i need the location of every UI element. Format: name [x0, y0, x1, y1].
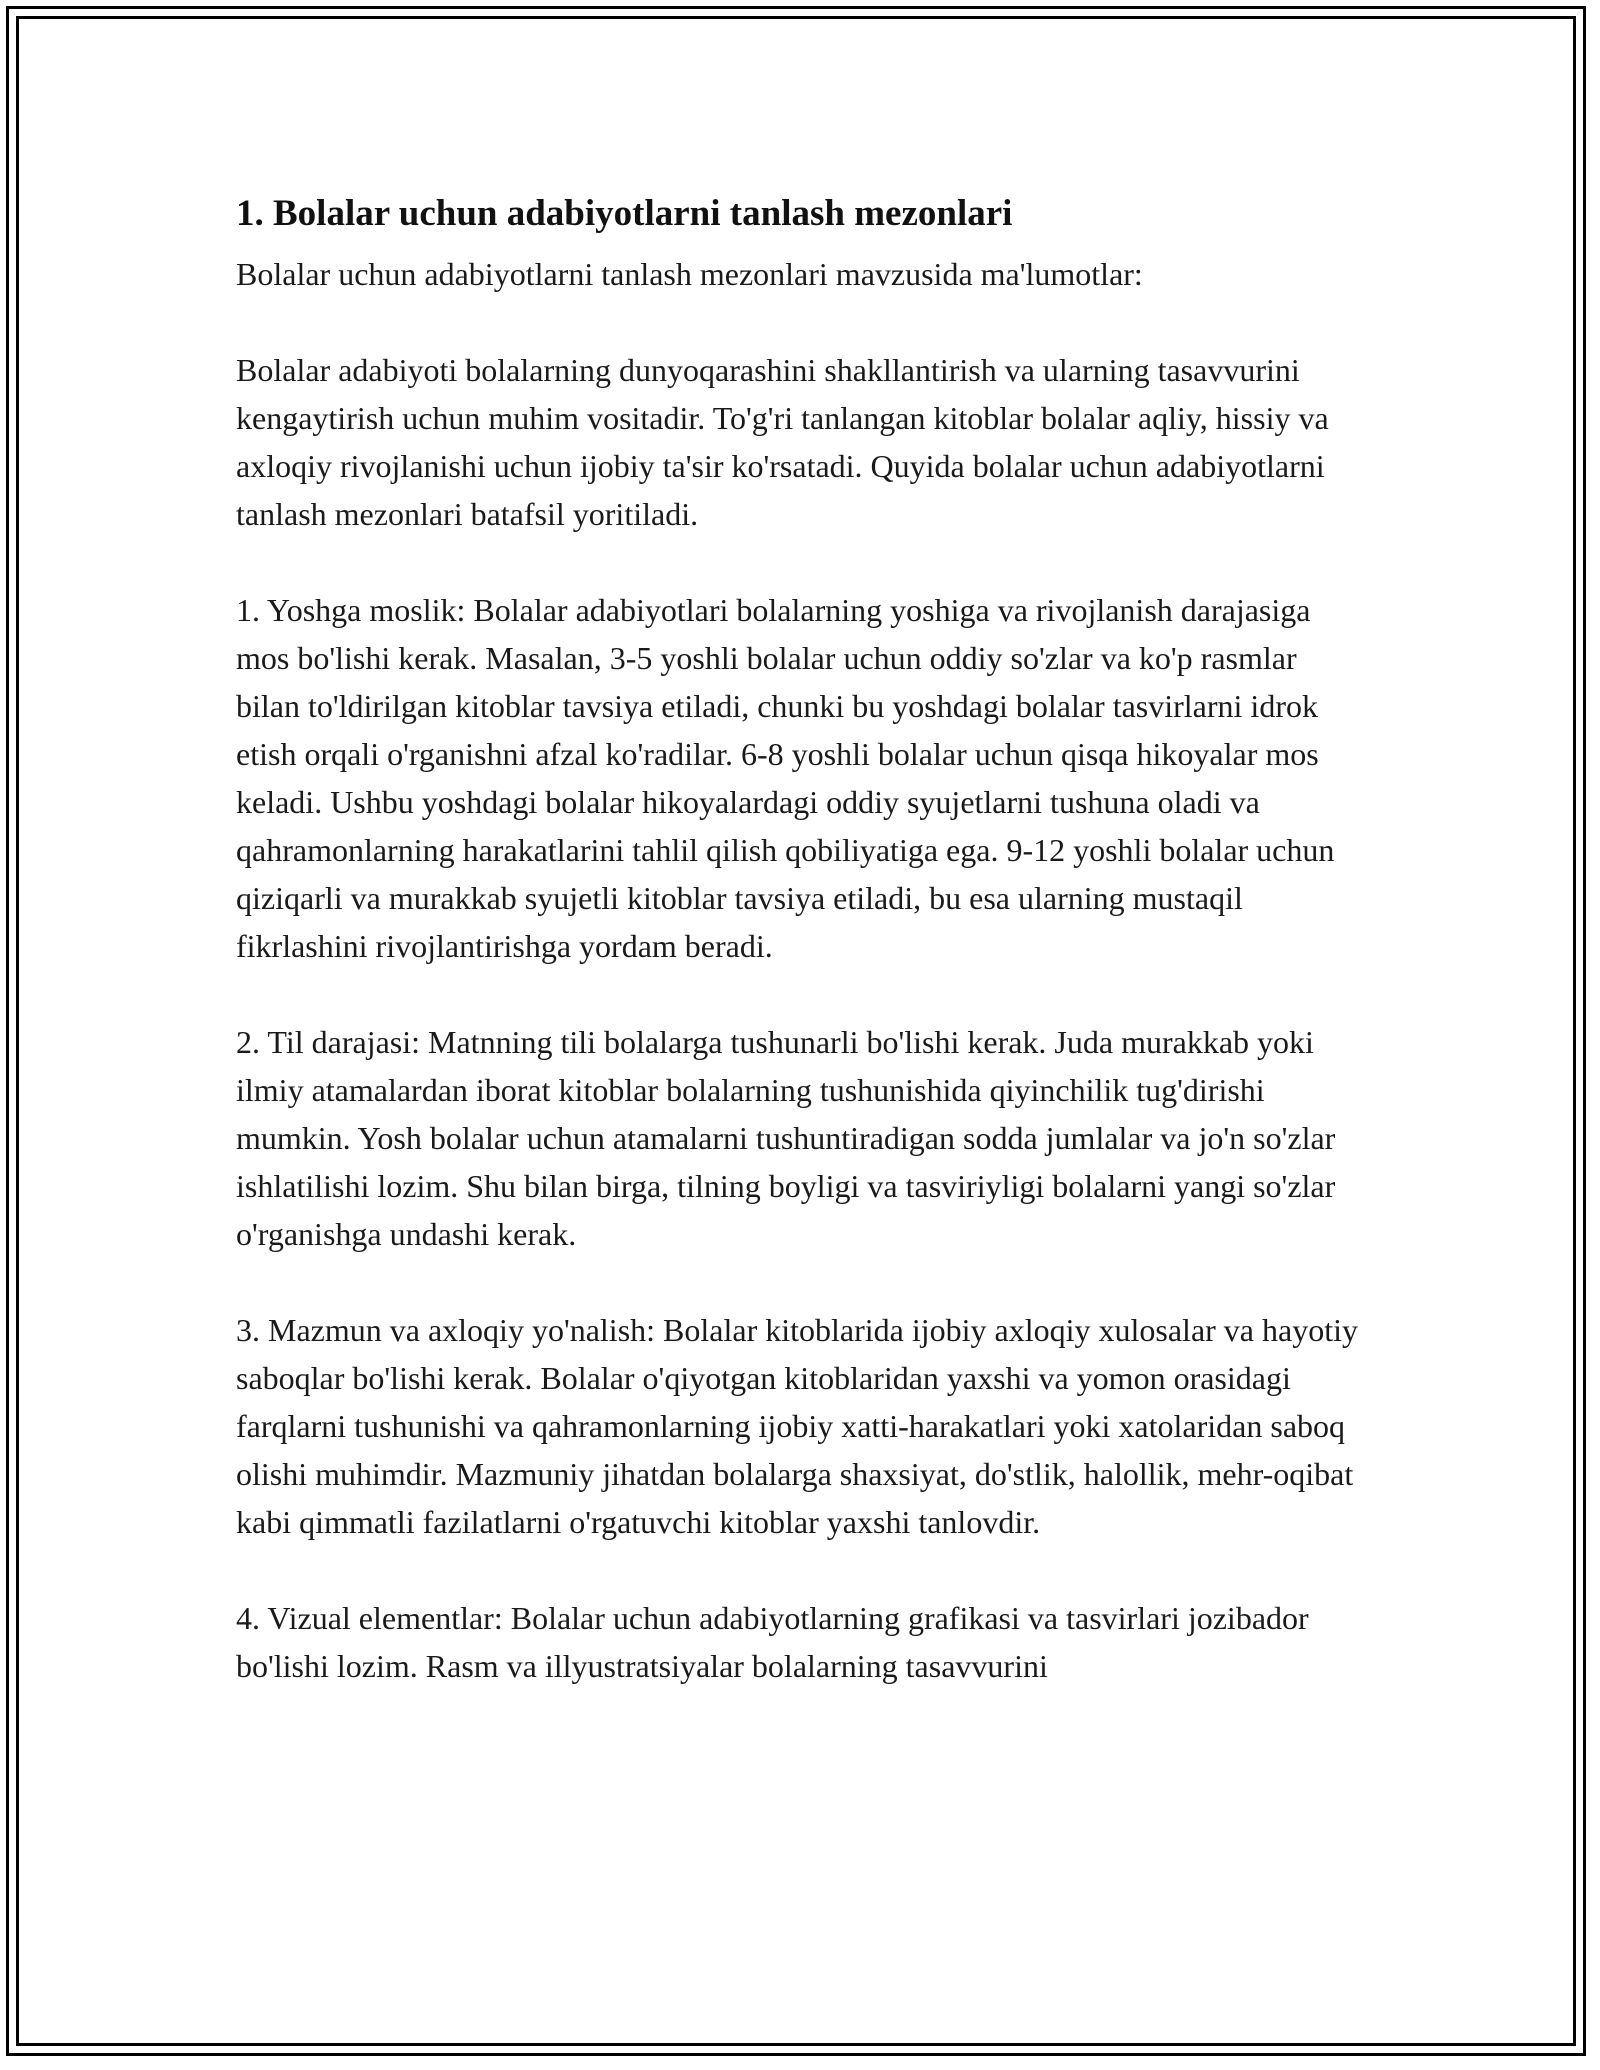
- document-body: [236, 186, 1366, 1738]
- paragraph-overview: Bolalar adabiyoti bolalarning dunyoqarashini shakllantirish va ularning tasavvurini kengaytirish uchun muhim vositadir. To'g'ri tanlangan kitoblar bolalar aqliy, hissiy va axloqiy rivojlanishi uchun ijobiy ta'sir ko'rsatadi. Quyida bolalar uchun adabiyotlarni tanlash mezonlari batafsil yoritiladi.: [236, 352, 1329, 532]
- document-title: 1. Bolalar uchun adabiyotlarni tanlash mezonlari: [236, 193, 1013, 234]
- paragraph-age-appropriateness: 1. Yoshga moslik: Bolalar adabiyotlari bolalarning yoshiga va rivojlanish darajasiga mos bo'lishi kerak. Masalan, 3-5 yoshli bolalar uchun oddiy so'zlar va ko'p rasmlar bilan to'ldirilgan kitoblar tavsiya etiladi, chunki bu yoshdagi bolalar tasvirlarni idrok etish orqali o'rganishni afzal ko'radilar. 6-8 yoshli bolalar uchun qisqa hikoyalar mos keladi. Ushbu yoshdagi bolalar hikoyalardagi oddiy syujetlarni tushuna oladi va qahramonlarning harakatlarini tahlil qilish qobiliyatiga ega. 9-12 yoshli bolalar uchun qiziqarli va murakkab syujetli kitoblar tavsiya etiladi, bu esa ularning mustaqil fikrlashini rivojlantirishga yordam beradi.: [236, 592, 1335, 964]
- paragraph-content-morals: 3. Mazmun va axloqiy yo'nalish: Bolalar kitoblarida ijobiy axloqiy xulosalar va hayotiy saboqlar bo'lishi kerak. Bolalar o'qiyotgan kitoblaridan yaxshi va yomon orasidagi farqlarni tushunishi va qahramonlarning ijobiy xatti-harakatlari yoki xatolaridan saboq olishi muhimdir. Mazmuniy jihatdan bolalarga shaxsiyat, do'stlik, halollik, mehr-oqibat kabi qimmatli fazilatlarni o'rgatuvchi kitoblar yaxshi tanlovdir.: [236, 1312, 1358, 1540]
- paragraph-language-level: 2. Til darajasi: Matnning tili bolalarga tushunarli bo'lishi kerak. Juda murakkab yoki ilmiy atamalardan iborat kitoblar bolalarning tushunishida qiyinchilik tug'dirishi mumkin. Yosh bolalar uchun atamalarni tushuntiradigan sodda jumlalar va jo'n so'zlar ishlatilishi lozim. Shu bilan birga, tilning boyligi va tasviriyligi bolalarni yangi so'zlar o'rganishga undashi kerak.: [236, 1024, 1336, 1252]
- intro-paragraph: Bolalar uchun adabiyotlarni tanlash mezonlari mavzusida ma'lumotlar:: [236, 256, 1143, 292]
- paragraph-visual-elements: 4. Vizual elementlar: Bolalar uchun adabiyotlarning grafikasi va tasvirlari jozibador bo'lishi lozim. Rasm va illyustratsiyalar bolalarning tasavvurini: [236, 1600, 1309, 1684]
